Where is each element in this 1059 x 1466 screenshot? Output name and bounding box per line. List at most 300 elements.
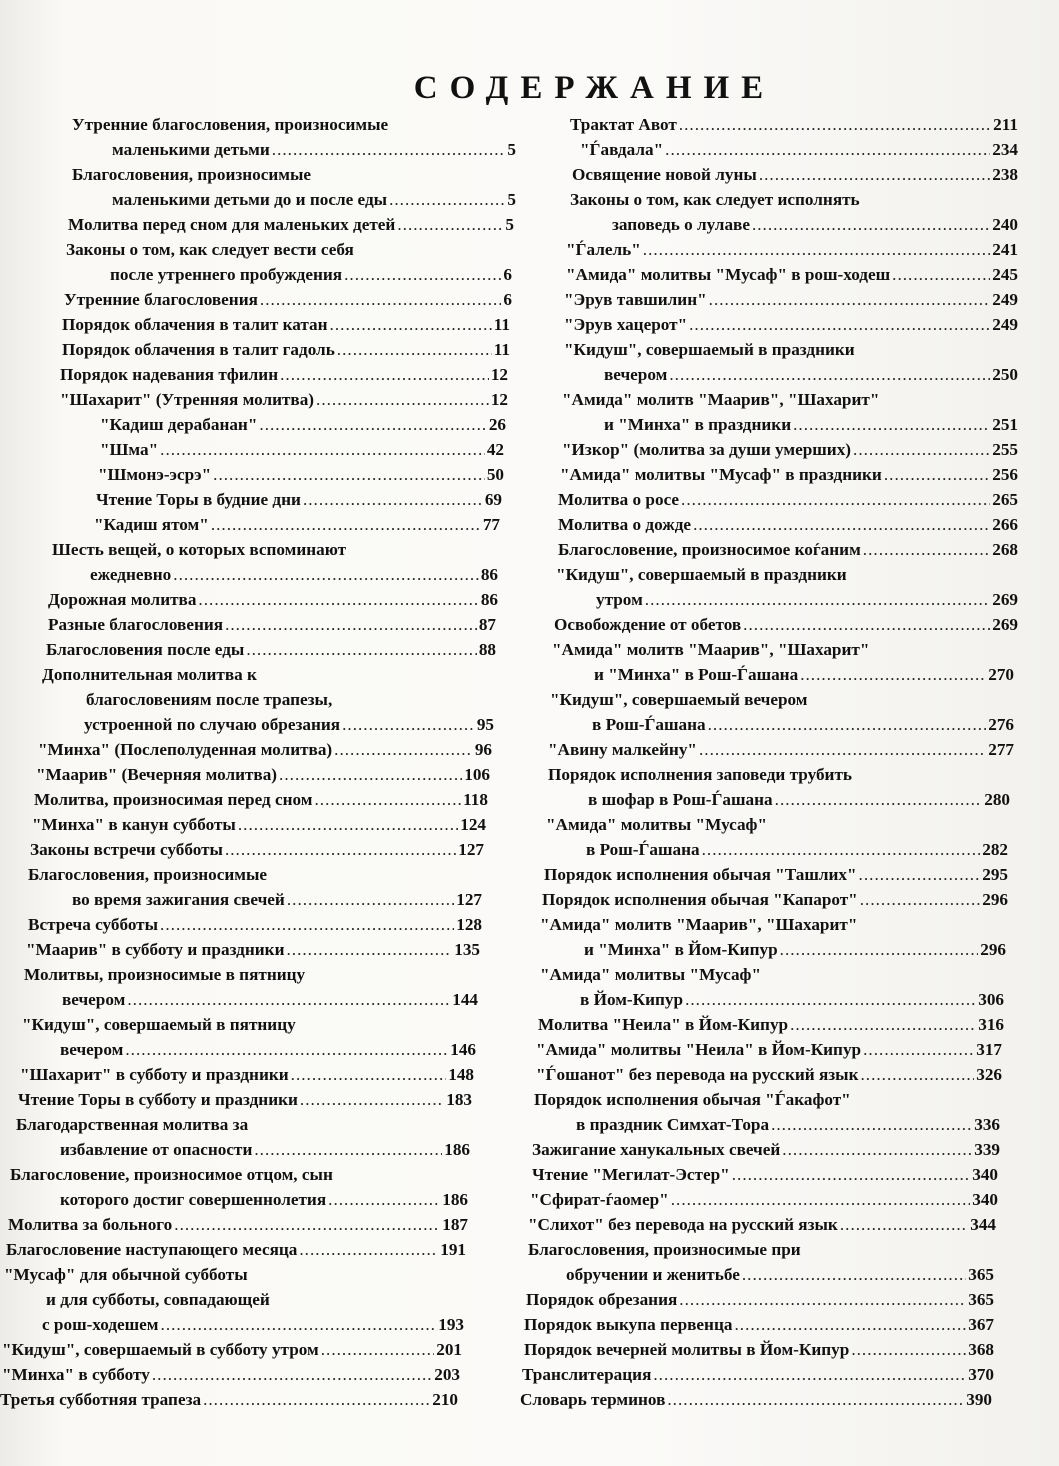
toc-entry-title-line: и для субботы, совпадающей	[46, 1290, 270, 1309]
dot-leader	[759, 162, 990, 187]
toc-entry	[0, 1087, 520, 1112]
toc-entry	[0, 1337, 520, 1362]
dot-leader	[225, 837, 456, 862]
toc-entry	[518, 312, 1018, 337]
toc-entry	[0, 212, 520, 237]
toc-entry-title-line: Благословение, произносимое отцом, сын	[10, 1165, 333, 1184]
toc-entry-title-line: Словарь терминов	[520, 1390, 666, 1409]
toc-page-number: 96	[474, 740, 492, 759]
dot-leader	[127, 987, 450, 1012]
toc-page-number: 234	[992, 140, 1018, 159]
page-title: СОДЕРЖАНИЕ	[413, 70, 776, 106]
toc-entry-title-line: в Йом-Кипур	[580, 990, 684, 1009]
toc-page-number: 193	[438, 1315, 464, 1334]
toc-entry	[518, 137, 1018, 162]
toc-entry-title-line: Порядок выкупа первенца	[524, 1315, 733, 1334]
toc-page-number: 86	[480, 590, 498, 609]
toc-entry	[0, 312, 520, 337]
dot-leader	[863, 1037, 974, 1062]
toc-page-number: 344	[970, 1215, 996, 1234]
toc-entry-title-line: "Ѓалель"	[566, 240, 641, 259]
dot-leader	[314, 787, 461, 812]
toc-entry	[0, 1262, 520, 1337]
toc-entry-title-line: устроенной по случаю обрезания	[84, 715, 341, 734]
toc-entry	[0, 637, 520, 662]
toc-entry	[0, 862, 520, 912]
toc-entry-title-line: Освящение новой луны	[572, 165, 757, 184]
toc-entry	[518, 1337, 1018, 1362]
dot-leader	[211, 512, 481, 537]
toc-page-number: 201	[436, 1340, 462, 1359]
toc-entry	[0, 337, 520, 362]
dot-leader	[334, 737, 473, 762]
toc-entry-title-line: вечером	[60, 1040, 124, 1059]
toc-entry-title-line: с рош-ходешем	[42, 1315, 159, 1334]
toc-entry	[518, 1237, 1018, 1287]
toc-entry-title-line: Утренние благословения	[64, 290, 258, 309]
toc-entry-title-line: Молитва "Неила" в Йом-Кипур	[538, 1015, 789, 1034]
dot-leader	[653, 1362, 966, 1387]
toc-page-number: 87	[478, 615, 496, 634]
toc-entry-title-line: Молитва перед сном для маленьких детей	[68, 215, 396, 234]
toc-entry	[518, 812, 1018, 862]
toc-entry-title-line: "Маарив" (Вечерняя молитва)	[36, 765, 278, 784]
toc-page-number: 326	[976, 1065, 1002, 1084]
toc-entry-title-line: в шофар в Рош-Ѓашана	[588, 790, 773, 809]
toc-entry	[518, 187, 1018, 237]
dot-leader	[708, 712, 987, 737]
dot-leader	[790, 1012, 976, 1037]
toc-entry-title-line: Порядок исполнения заповеди трубить	[548, 765, 852, 784]
toc-page-number: 296	[982, 890, 1008, 909]
toc-entry-title-line: Благословения, произносимые при	[528, 1240, 801, 1259]
toc-page-number: 336	[974, 1115, 1000, 1134]
toc-entry-title-line: утром	[596, 590, 643, 609]
toc-page-number: 245	[992, 265, 1018, 284]
toc-page-number: 367	[968, 1315, 994, 1334]
dot-leader	[667, 1387, 964, 1412]
toc-page-number: 127	[458, 840, 484, 859]
toc-entry-title-line: Молитва, произносимая перед сном	[34, 790, 313, 809]
dot-leader	[246, 637, 477, 662]
toc-entry-title-line: Транслитерация	[522, 1365, 652, 1384]
toc-entry-title-line: вечером	[62, 990, 126, 1009]
toc-page-number: 250	[992, 365, 1018, 384]
dot-leader	[743, 612, 990, 637]
dot-leader	[299, 1237, 438, 1262]
toc-page-number: 11	[493, 340, 510, 359]
toc-entry	[518, 1312, 1018, 1337]
toc-page-number: 277	[988, 740, 1014, 759]
toc-page-number: 118	[463, 790, 488, 809]
toc-entry-title-line: заповедь о лулаве	[612, 215, 750, 234]
toc-entry-title-line: в Рош-Ѓашана	[586, 840, 700, 859]
dot-leader	[279, 762, 462, 787]
toc-page-number: 317	[976, 1040, 1002, 1059]
dot-leader	[330, 312, 492, 337]
toc-entry	[0, 387, 520, 412]
toc-entry-title-line: маленькими детьми	[112, 140, 270, 159]
toc-entry	[518, 512, 1018, 537]
toc-page-number: 368	[968, 1340, 994, 1359]
toc-entry-title-line: Благодарственная молитва за	[16, 1115, 249, 1134]
toc-entry-title-line: Встреча субботы	[28, 915, 159, 934]
toc-entry-title-line: Законы о том, как следует исполнять	[570, 190, 860, 209]
toc-entry-title-line: Благословение, произносимое коѓаним	[558, 540, 861, 559]
toc-entry	[0, 287, 520, 312]
toc-entry-title-line: Разные благословения	[48, 615, 224, 634]
dot-leader	[734, 1312, 966, 1337]
toc-entry-title-line: Порядок исполнения обычая "Ѓакафот"	[534, 1090, 851, 1109]
dot-leader	[260, 287, 501, 312]
toc-entry	[0, 1362, 520, 1387]
toc-entry	[518, 862, 1018, 887]
dot-leader	[316, 387, 489, 412]
dot-leader	[213, 462, 485, 487]
dot-leader	[225, 612, 477, 637]
dot-leader	[287, 887, 454, 912]
toc-entry	[518, 762, 1018, 812]
dot-leader	[291, 1062, 447, 1087]
toc-entry	[518, 637, 1018, 687]
toc-entry-title-line: "Минха" (Послеполуденная молитва)	[38, 740, 333, 759]
toc-entry-title-line: и "Минха" в праздники	[604, 415, 792, 434]
toc-entry	[518, 687, 1018, 737]
dot-leader	[272, 137, 506, 162]
toc-entry	[0, 437, 520, 462]
toc-entry	[518, 537, 1018, 562]
dot-leader	[303, 487, 483, 512]
toc-entry	[0, 1387, 520, 1412]
toc-entry	[0, 662, 520, 737]
toc-entry-title-line: "Амида" молитвы "Мусаф" в рош-ходеш	[566, 265, 891, 284]
dot-leader	[752, 212, 990, 237]
dot-leader	[732, 1162, 971, 1187]
toc-entry-title-line: после утреннего пробуждения	[110, 265, 343, 284]
toc-page-number: 249	[992, 315, 1018, 334]
toc-entry-title-line: Порядок вечерней молитвы в Йом-Кипур	[524, 1340, 850, 1359]
toc-entry	[518, 1187, 1018, 1212]
toc-entry	[0, 737, 520, 762]
toc-entry	[0, 962, 520, 1012]
toc-entry-title-line: Благословения, произносимые	[28, 865, 268, 884]
dot-leader	[860, 887, 980, 912]
toc-entry-title-line: Молитвы, произносимые в пятницу	[24, 965, 306, 984]
toc-page-number: 26	[488, 415, 506, 434]
toc-entry	[518, 262, 1018, 287]
toc-entry-title-line: Благословение наступающего месяца	[6, 1240, 298, 1259]
toc-page-number: 210	[432, 1390, 458, 1409]
toc-entry	[518, 162, 1018, 187]
toc-entry-title-line: "Кидуш", совершаемый в праздники	[564, 340, 855, 359]
dot-leader	[884, 462, 990, 487]
dot-leader	[681, 487, 990, 512]
toc-page-number: 256	[992, 465, 1018, 484]
toc-entry	[0, 487, 520, 512]
toc-entry-title-line: "Авину малкейну"	[548, 740, 697, 759]
toc-page-number: 186	[442, 1190, 468, 1209]
toc-entry-title-line: "Ѓошанот" без перевода на русский язык	[536, 1065, 859, 1084]
toc-entry	[518, 1087, 1018, 1137]
toc-entry-title-line: Третья субботняя трапеза	[0, 1390, 202, 1409]
toc-entry	[518, 1137, 1018, 1162]
toc-entry-title-line: Законы встречи субботы	[30, 840, 223, 859]
toc-page-number: 269	[992, 615, 1018, 634]
toc-entry-title-line: Молитва о росе	[558, 490, 680, 509]
toc-entry-title-line: Чтение "Мегилат-Эстер"	[532, 1165, 730, 1184]
toc-entry-title-line: ежедневно	[90, 565, 172, 584]
toc-page-number: 365	[968, 1290, 994, 1309]
toc-entry-title-line: избавление от опасности	[60, 1140, 253, 1159]
toc-entry-title-line: Шесть вещей, о которых вспоминают	[52, 540, 347, 559]
toc-entry-title-line: "Амида" молитв "Маарив", "Шахарит"	[540, 915, 858, 934]
dot-leader	[685, 987, 976, 1012]
toc-page-number: 42	[486, 440, 504, 459]
toc-entry	[518, 1162, 1018, 1187]
dot-leader	[203, 1387, 430, 1412]
dot-leader	[342, 712, 475, 737]
toc-entry-title-line: "Изкор" (молитва за души умерших)	[562, 440, 852, 459]
dot-leader	[679, 1287, 966, 1312]
toc-page-number: 255	[992, 440, 1018, 459]
dot-leader	[337, 337, 492, 362]
toc-entry	[0, 162, 520, 212]
dot-leader	[643, 237, 990, 262]
toc-page-number: 183	[446, 1090, 472, 1109]
toc-page-number: 203	[434, 1365, 460, 1384]
toc-page-number: 238	[992, 165, 1018, 184]
dot-leader	[125, 1037, 448, 1062]
toc-entry-title-line: Благословения, произносимые	[72, 165, 312, 184]
toc-page-number: 280	[984, 790, 1010, 809]
toc-entry	[0, 587, 520, 612]
toc-entry	[518, 1287, 1018, 1312]
toc-entry	[518, 112, 1018, 137]
toc-entry	[0, 937, 520, 962]
toc-page-number: 5	[505, 215, 514, 234]
dot-leader	[892, 262, 990, 287]
dot-leader	[775, 787, 983, 812]
toc-entry-title-line: "Кидуш", совершаемый в пятницу	[22, 1015, 296, 1034]
toc-entry	[0, 812, 520, 837]
toc-entry	[518, 912, 1018, 962]
toc-page-number: 95	[476, 715, 494, 734]
dot-leader	[645, 587, 990, 612]
toc-entry-title-line: в праздник Симхат-Тора	[576, 1115, 770, 1134]
dot-leader	[160, 437, 485, 462]
dot-leader	[280, 362, 489, 387]
toc-entry	[518, 1062, 1018, 1087]
dot-leader	[669, 362, 990, 387]
toc-entry-title-line: "Амида" молитв "Маарив", "Шахарит"	[552, 640, 870, 659]
toc-page-number: 146	[450, 1040, 476, 1059]
toc-entry-title-line: Порядок исполнения обычая "Ташлих"	[544, 865, 857, 884]
dot-leader	[161, 1312, 437, 1337]
toc-page-number: 249	[992, 290, 1018, 309]
toc-entry-title-line: Порядок облачения в талит катан	[62, 315, 328, 334]
toc-entry-title-line: Дополнительная молитва к	[42, 665, 257, 684]
toc-entry	[518, 1387, 1018, 1412]
toc-page-number: 11	[493, 315, 510, 334]
dot-leader	[198, 587, 478, 612]
toc-page-number: 282	[982, 840, 1008, 859]
dot-leader	[800, 662, 986, 687]
dot-leader	[863, 537, 990, 562]
dot-leader	[859, 862, 981, 887]
toc-entry-title-line: в Рош-Ѓашана	[592, 715, 706, 734]
toc-page-number: 306	[978, 990, 1004, 1009]
dot-leader	[300, 1087, 444, 1112]
dot-leader	[397, 212, 503, 237]
toc-entry-title-line: Порядок надевания тфилин	[60, 365, 279, 384]
toc-entry-title-line: "Кидуш", совершаемый в праздники	[556, 565, 847, 584]
toc-entry	[0, 512, 520, 537]
toc-entry-title-line: "Сфират-ѓаомер"	[530, 1190, 669, 1209]
toc-entry-title-line: "Слихот" без перевода на русский язык	[528, 1215, 838, 1234]
toc-page-number: 370	[968, 1365, 994, 1384]
toc-entry	[518, 237, 1018, 262]
toc-entry-title-line: обручении и женитьбе	[566, 1265, 740, 1284]
toc-page-number: 5	[507, 140, 516, 159]
toc-entry-title-line: "Амида" молитвы "Мусаф"	[546, 815, 767, 834]
toc-entry-title-line: Чтение Торы в субботу и праздники	[18, 1090, 298, 1109]
toc-entry-title-line: "Кадиш ятом"	[94, 515, 209, 534]
toc-page-number: 12	[490, 390, 508, 409]
dot-leader	[174, 1212, 440, 1237]
dot-leader	[702, 837, 981, 862]
toc-page-number: 269	[992, 590, 1018, 609]
toc-entry-title-line: маленькими детьми до и после еды	[112, 190, 388, 209]
toc-entry	[0, 1112, 520, 1162]
toc-page-number: 211	[993, 115, 1018, 134]
toc-entry	[518, 487, 1018, 512]
toc-entry	[518, 437, 1018, 462]
dot-leader	[160, 912, 454, 937]
toc-entry	[0, 462, 520, 487]
dot-leader	[709, 287, 991, 312]
toc-entry-title-line: Законы о том, как следует вести себя	[66, 240, 354, 259]
dot-leader	[793, 412, 990, 437]
toc-entry	[0, 1237, 520, 1262]
dot-leader	[853, 437, 990, 462]
toc-entry-title-line: "Минха" в канун субботы	[32, 815, 236, 834]
toc-entry-title-line: вечером	[604, 365, 668, 384]
toc-entry-title-line: и "Минха" в Йом-Кипур	[584, 940, 778, 959]
toc-page-number: 69	[484, 490, 502, 509]
toc-page-number: 144	[452, 990, 478, 1009]
toc-entry	[0, 112, 520, 162]
toc-page-number: 240	[992, 215, 1018, 234]
toc-entry	[518, 562, 1018, 612]
toc-entry	[0, 1162, 520, 1212]
toc-page-number: 296	[980, 940, 1006, 959]
dot-leader	[173, 562, 479, 587]
toc-entry-title-line: "Эрув хацерот"	[564, 315, 688, 334]
toc-entry-title-line: Зажигание ханукальных свечей	[532, 1140, 781, 1159]
toc-page-number: 186	[444, 1140, 470, 1159]
toc-page-number: 365	[968, 1265, 994, 1284]
dot-leader	[254, 1137, 442, 1162]
dot-leader	[840, 1212, 968, 1237]
toc-entry	[518, 1362, 1018, 1387]
toc-entry-title-line: Дорожная молитва	[48, 590, 197, 609]
toc-page-number: 266	[992, 515, 1018, 534]
toc-entry	[518, 1212, 1018, 1237]
toc-entry	[518, 387, 1018, 437]
toc-entry	[0, 1062, 520, 1087]
toc-entry-title-line: "Амида" молитвы "Неила" в Йом-Кипур	[536, 1040, 862, 1059]
toc-entry	[518, 287, 1018, 312]
dot-leader	[679, 112, 991, 137]
toc-page-number: 106	[464, 765, 490, 784]
toc-page-number: 187	[442, 1215, 468, 1234]
dot-leader	[152, 1362, 432, 1387]
toc-page-number: 127	[456, 890, 482, 909]
toc-entry-title-line: и "Минха" в Рош-Ѓашана	[594, 665, 799, 684]
toc-entry	[0, 762, 520, 787]
toc-entry	[0, 787, 520, 812]
toc-page-number: 276	[988, 715, 1014, 734]
toc-entry	[518, 962, 1018, 1012]
toc-entry-title-line: "Маарив" в субботу и праздники	[26, 940, 285, 959]
toc-entry-title-line: "Амида" молитвы "Мусаф"	[540, 965, 761, 984]
toc-entry-title-line: "Кадиш дерабанан"	[100, 415, 258, 434]
toc-entry	[0, 537, 520, 587]
dot-leader	[238, 812, 458, 837]
dot-leader	[771, 1112, 972, 1137]
toc-entry	[0, 362, 520, 387]
toc-entry-title-line: Порядок исполнения обычая "Капарот"	[542, 890, 858, 909]
toc-page-number: 390	[966, 1390, 992, 1409]
toc-entry	[0, 1012, 520, 1062]
toc-entry-title-line: "Минха" в субботу	[2, 1365, 150, 1384]
toc-page-number: 339	[974, 1140, 1000, 1159]
toc-page-number: 316	[978, 1015, 1004, 1034]
toc-entry	[0, 1212, 520, 1237]
toc-entry	[0, 412, 520, 437]
toc-entry-title-line: "Шахарит" в субботу и праздники	[20, 1065, 289, 1084]
toc-page-number: 88	[478, 640, 496, 659]
toc-right-column	[518, 112, 1018, 1412]
toc-page-number: 6	[503, 265, 512, 284]
toc-page-number: 268	[992, 540, 1018, 559]
toc-entry-title-line: Молитва о дожде	[558, 515, 692, 534]
toc-page-number: 251	[992, 415, 1018, 434]
toc-entry-title-line: во время зажигания свечей	[72, 890, 285, 909]
toc-page-number: 241	[992, 240, 1018, 259]
dot-leader	[689, 312, 990, 337]
toc-entry-title-line: Молитва за больного	[8, 1215, 173, 1234]
toc-entry-title-line: Чтение Торы в будние дни	[96, 490, 301, 509]
toc-entry-title-line: "Кидуш", совершаемый в субботу утром	[2, 1340, 319, 1359]
toc-page-number: 86	[480, 565, 498, 584]
toc-page-number: 135	[454, 940, 480, 959]
toc-entry-title-line: Трактат Авот	[570, 115, 677, 134]
toc-entry	[518, 612, 1018, 637]
dot-leader	[344, 262, 501, 287]
toc-page-number: 124	[460, 815, 486, 834]
toc-entry-title-line: Порядок облачения в талит гадоль	[62, 340, 335, 359]
toc-page-number: 191	[440, 1240, 466, 1259]
toc-entry-title-line: которого достиг совершеннолетия	[60, 1190, 327, 1209]
toc-entry	[0, 237, 520, 287]
toc-entry	[0, 837, 520, 862]
toc-entry	[518, 337, 1018, 387]
toc-page-number: 128	[456, 915, 482, 934]
dot-leader	[860, 1062, 974, 1087]
toc-entry-title-line: "Эрув тавшилин"	[564, 290, 707, 309]
toc-page-number: 270	[988, 665, 1014, 684]
